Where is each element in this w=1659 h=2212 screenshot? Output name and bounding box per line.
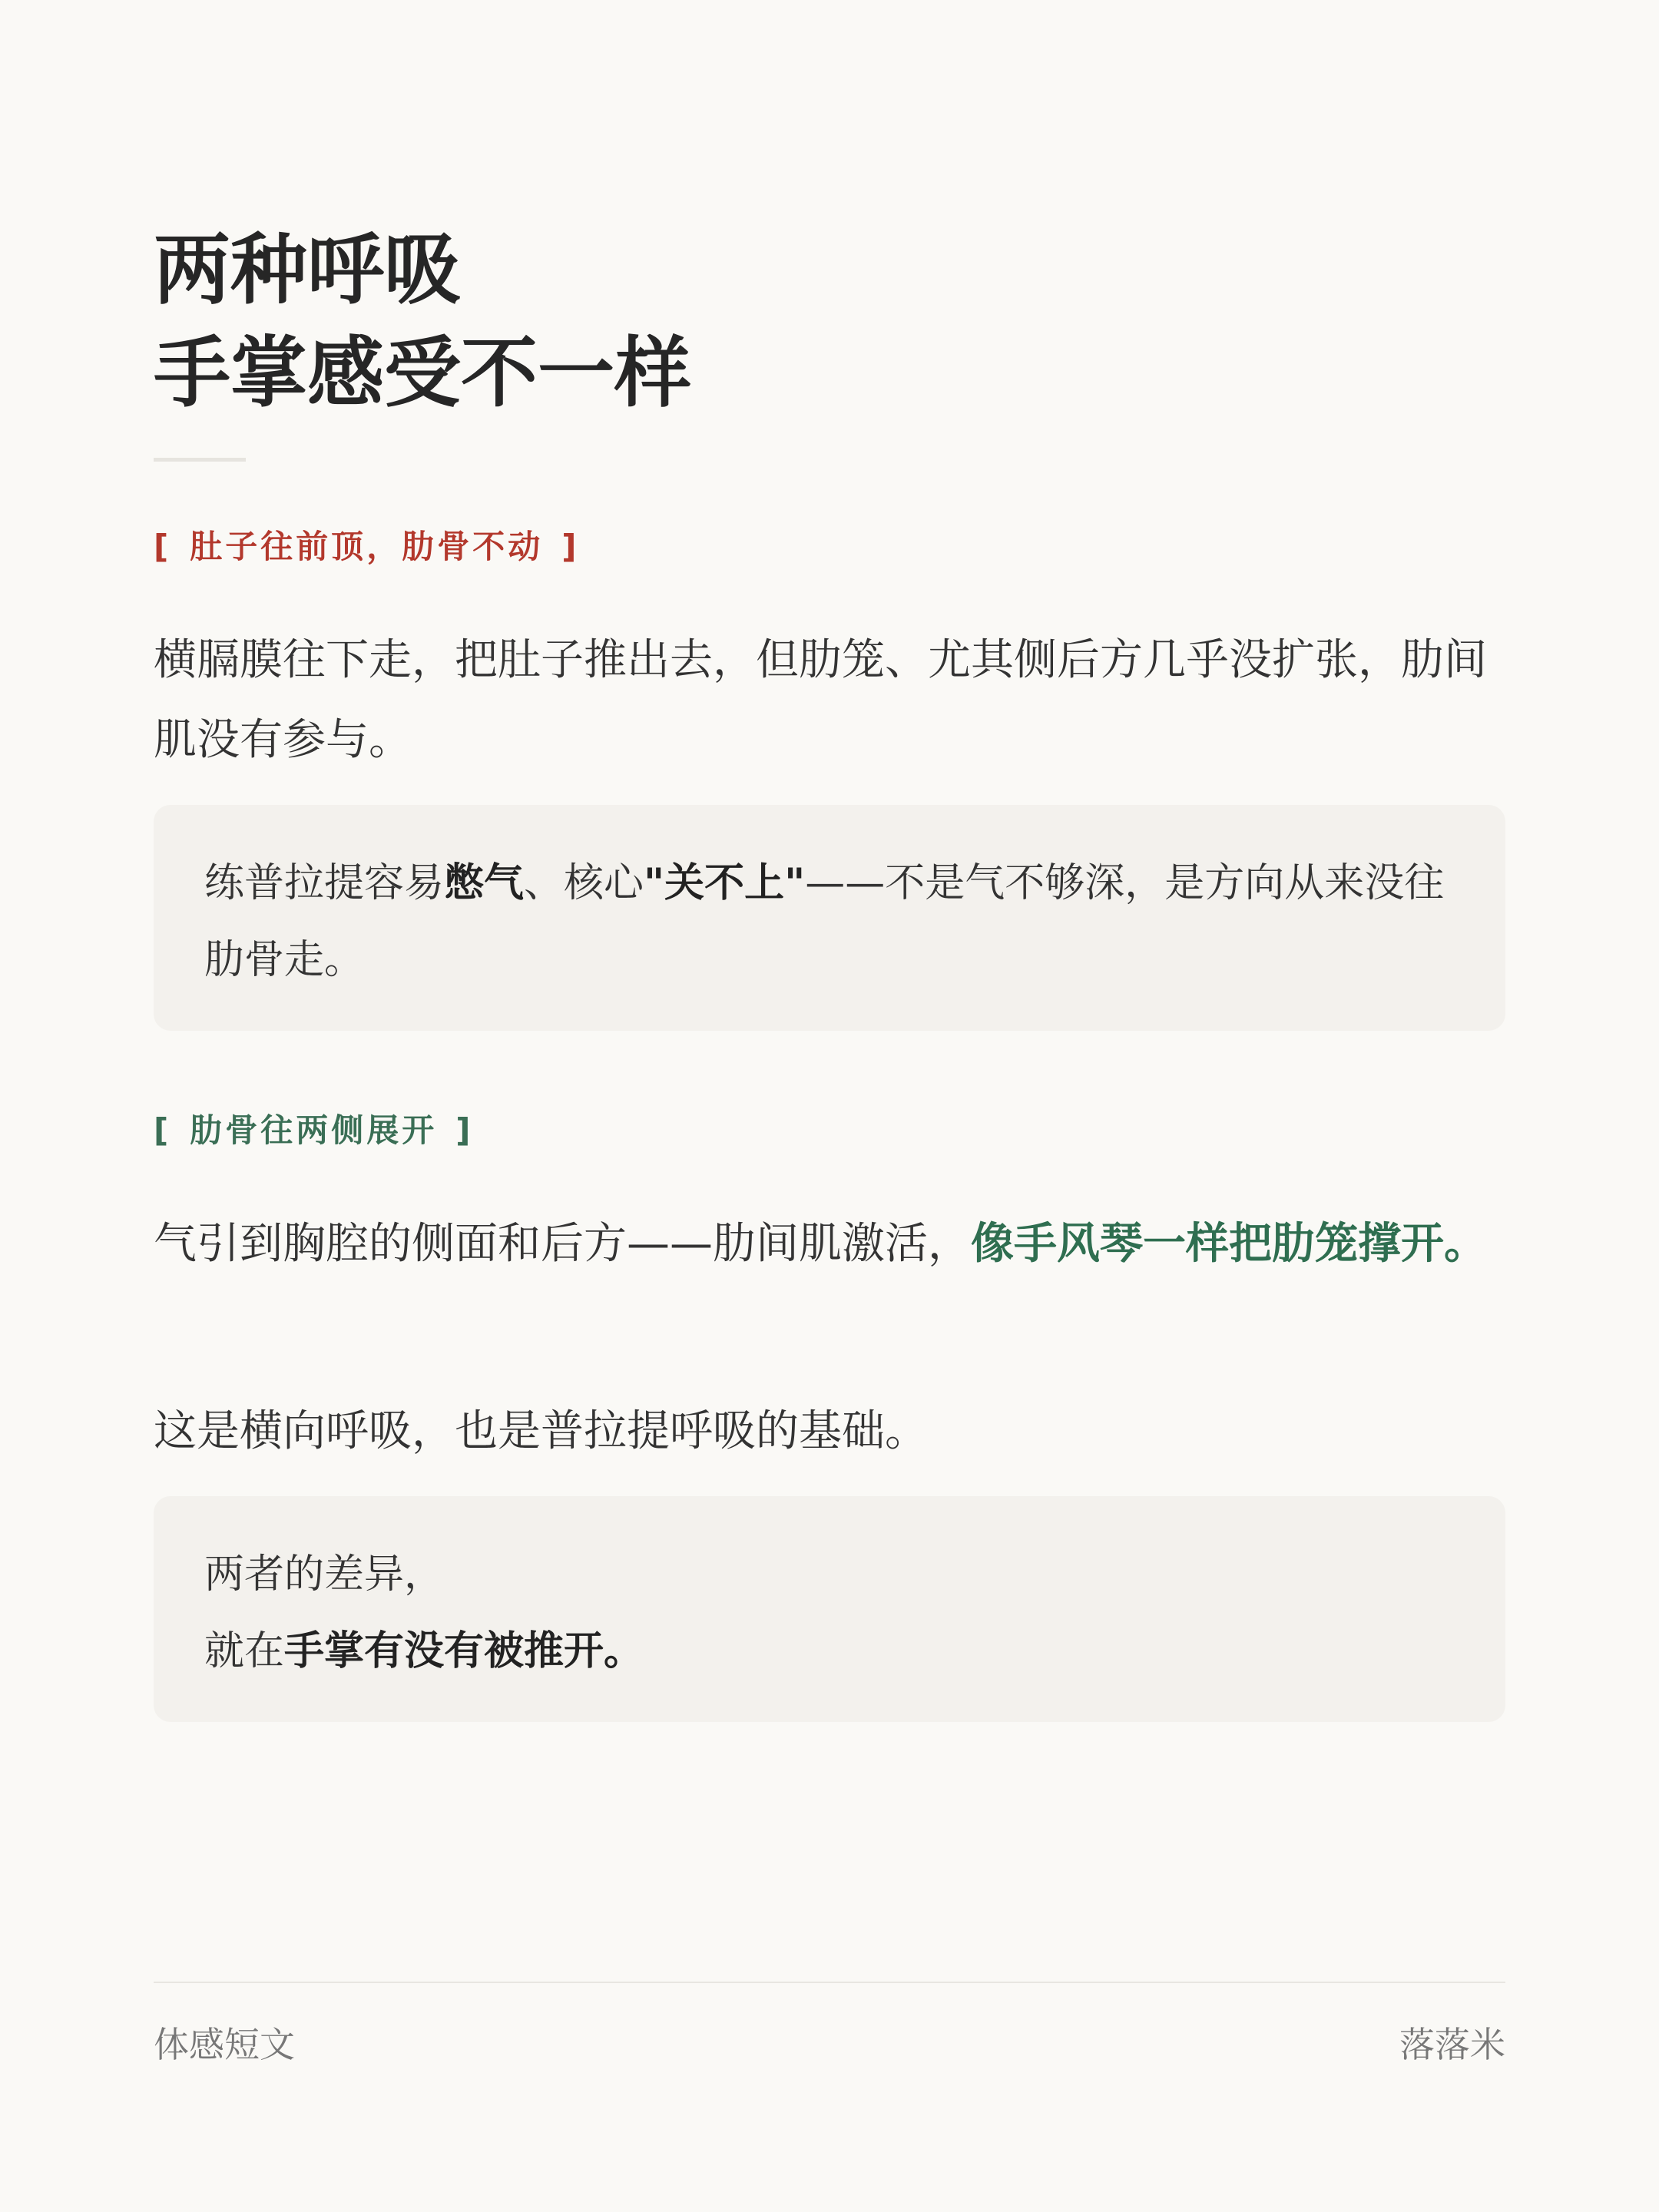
- bold-text: 手掌有没有被推开。: [284, 1628, 644, 1674]
- lateral-breathing-summary: 这是横向呼吸，也是普拉提呼吸的基础。: [154, 1406, 928, 1456]
- close-bracket: ]: [455, 1111, 474, 1149]
- callout-2-line-2: 就在手掌有没有被推开。: [204, 1628, 644, 1674]
- footer-author: 落落米: [1399, 2024, 1505, 2065]
- callout-box-1: [154, 805, 1505, 1031]
- callout-box-2: [154, 1496, 1505, 1722]
- open-bracket: [: [154, 528, 172, 565]
- title-line-2: 手掌感受不一样: [154, 328, 691, 418]
- article-page: [154, 0, 1505, 2212]
- title-divider: [154, 458, 246, 462]
- bold-text: "关不上": [644, 860, 806, 906]
- page-title: [154, 219, 691, 425]
- bold-text: 憋气: [444, 860, 525, 906]
- belly-breathing-paragraph: 横膈膜往下走，把肚子推出去，但肋笼、尤其侧后方几乎没扩张，肋间肌没有参与。: [154, 635, 1487, 765]
- section-label-lateral-breathing: [154, 1109, 473, 1152]
- callout-2-line-1: 两者的差异，: [204, 1551, 445, 1598]
- footer-category: 体感短文: [154, 2024, 295, 2065]
- close-bracket: ]: [561, 528, 580, 565]
- callout-1-text: 练普拉提容易憋气、核心"关不上"——不是气不够深，是方向从来没往肋骨走。: [204, 860, 1445, 983]
- footer-divider: [154, 1982, 1505, 1983]
- green-highlight-text: 像手风琴一样把肋笼撑开。: [971, 1219, 1487, 1269]
- title-line-1: 两种呼吸: [154, 225, 461, 315]
- open-bracket: [: [154, 1111, 172, 1149]
- lateral-breathing-paragraph: 气引到胸腔的侧面和后方——肋间肌激活，像手风琴一样把肋笼撑开。: [154, 1219, 1487, 1269]
- section-label-text: 肚子往前顶，肋骨不动: [190, 528, 544, 565]
- section-label-text: 肋骨往两侧展开: [190, 1111, 438, 1149]
- section-label-belly-breathing: [154, 525, 579, 568]
